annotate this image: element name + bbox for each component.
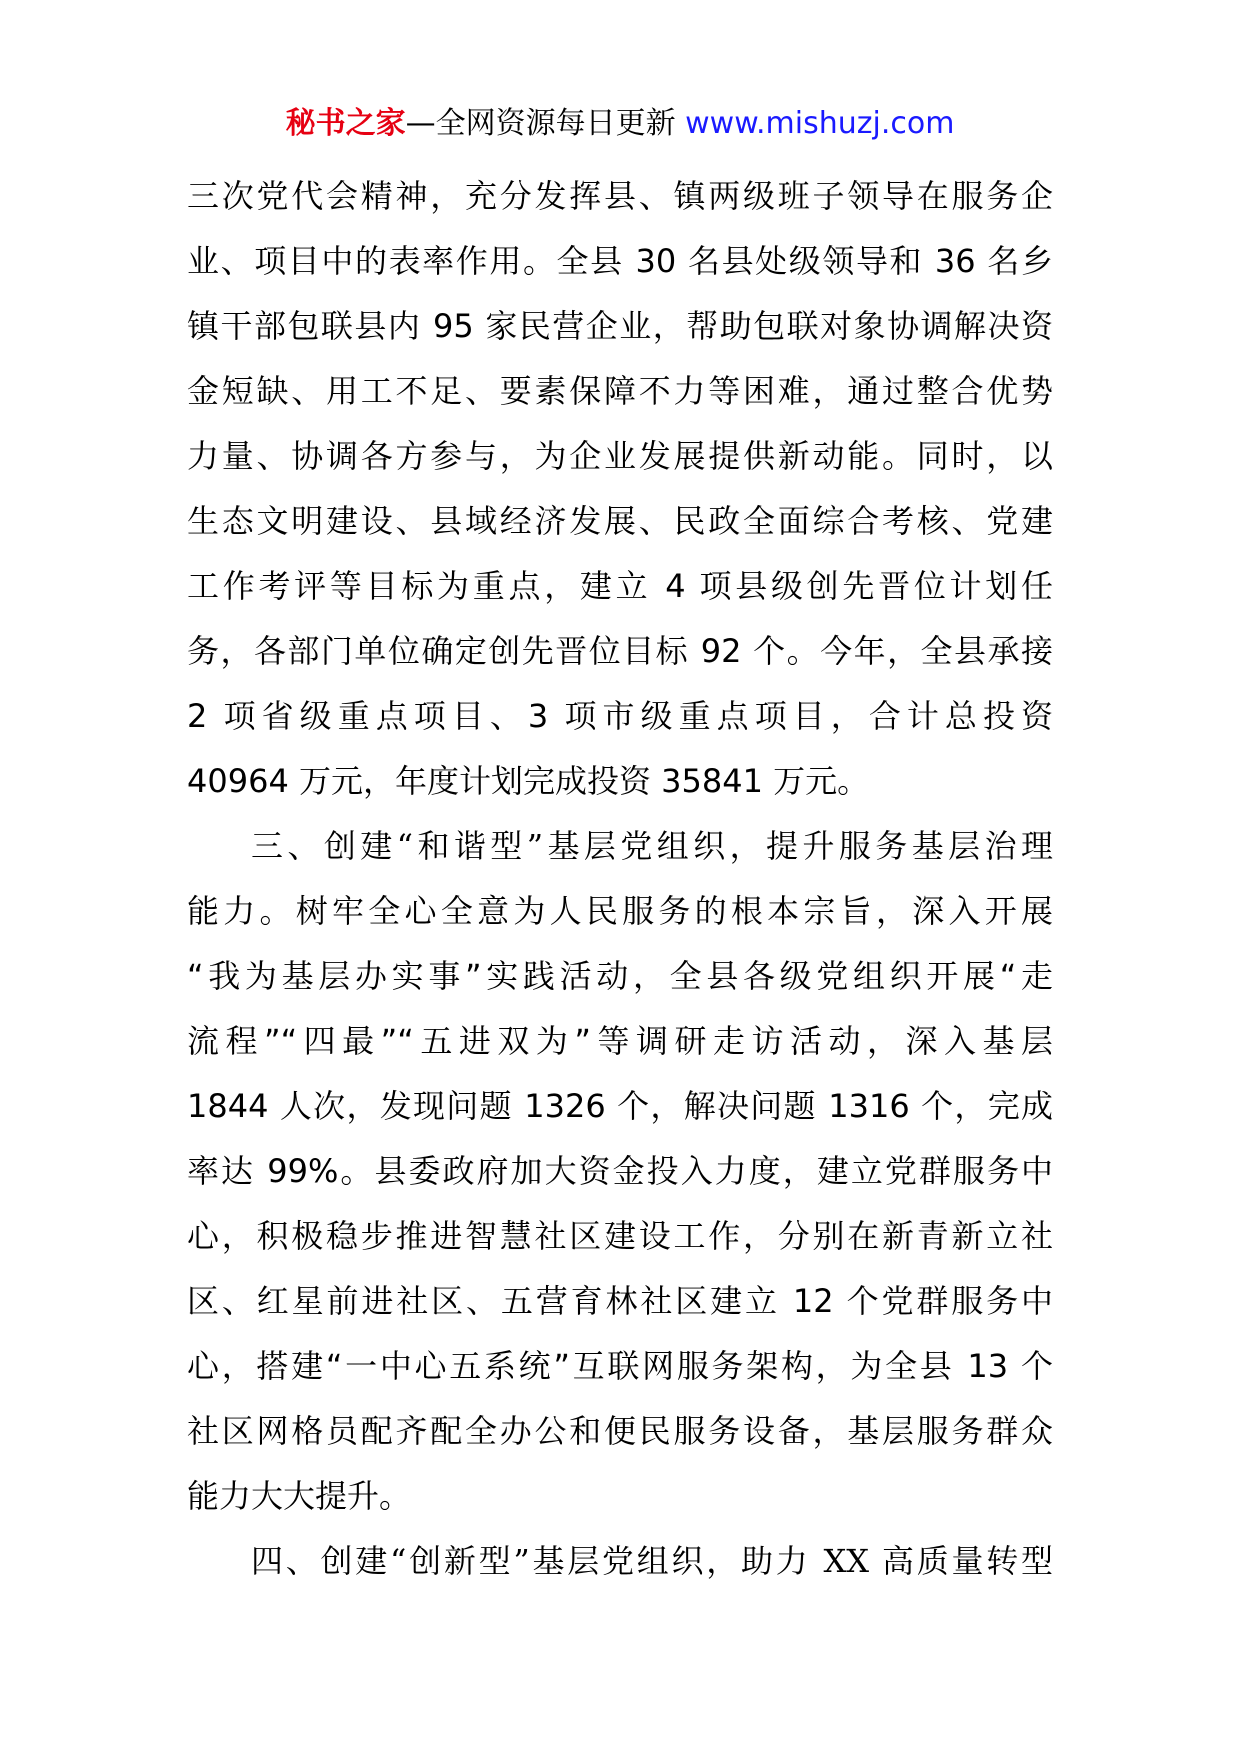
text-line: 流程”“四最”“五进双为”等调研走访活动，深入基层 bbox=[187, 1022, 1053, 1060]
text-line: 务，各部门单位确定创先晋位目标 92 个。今年，全县承接 bbox=[187, 632, 1053, 670]
text-line: 40964 万元，年度计划完成投资 35841 万元。 bbox=[187, 762, 870, 800]
text-line: “我为基层办实事”实践活动，全县各级党组织开展“走 bbox=[187, 957, 1053, 995]
text-line: 镇干部包联县内 95 家民营企业，帮助包联对象协调解决资 bbox=[187, 307, 1053, 345]
text-line: 金短缺、用工不足、要素保障不力等困难，通过整合优势 bbox=[187, 372, 1053, 410]
text-line: 心，搭建“一中心五系统”互联网服务架构，为全县 13 个 bbox=[187, 1347, 1053, 1385]
text-line: 率达 99%。县委政府加大资金投入力度，建立党群服务中 bbox=[187, 1152, 1053, 1190]
text-line: 区、红星前进社区、五营育林社区建立 12 个党群服务中 bbox=[187, 1282, 1053, 1320]
section-heading-line: 三、创建“和谐型”基层党组织，提升服务基层治理 bbox=[251, 827, 1053, 865]
website-link[interactable]: www.mishuzj.com bbox=[685, 106, 955, 141]
section-heading-line: 四、创建“创新型”基层党组织，助力 XX 高质量转型 bbox=[251, 1542, 1053, 1580]
brand-name: 秘书之家 bbox=[285, 106, 406, 141]
text-line: 能力大大提升。 bbox=[187, 1477, 412, 1515]
page-header bbox=[0, 98, 1240, 150]
header-tagline: —全网资源每日更新 bbox=[405, 106, 676, 141]
text-line: 三次党代会精神，充分发挥县、镇两级班子领导在服务企 bbox=[187, 177, 1053, 215]
text-line: 力量、协调各方参与，为企业发展提供新动能。同时，以 bbox=[187, 437, 1053, 475]
document-body bbox=[187, 164, 1053, 1594]
text-line: 生态文明建设、县域经济发展、民政全面综合考核、党建 bbox=[187, 502, 1053, 540]
text-line: 1844 人次，发现问题 1326 个，解决问题 1316 个，完成 bbox=[187, 1087, 1053, 1125]
text-line: 能力。树牢全心全意为人民服务的根本宗旨，深入开展 bbox=[187, 892, 1053, 930]
text-line: 工作考评等目标为重点，建立 4 项县级创先晋位计划任 bbox=[187, 567, 1053, 605]
text-line: 心，积极稳步推进智慧社区建设工作，分别在新青新立社 bbox=[187, 1217, 1053, 1255]
text-line: 社区网格员配齐配全办公和便民服务设备，基层服务群众 bbox=[187, 1412, 1053, 1450]
text-line: 业、项目中的表率作用。全县 30 名县处级领导和 36 名乡 bbox=[187, 242, 1053, 280]
text-line: 2 项省级重点项目、3 项市级重点项目，合计总投资 bbox=[187, 697, 1053, 735]
